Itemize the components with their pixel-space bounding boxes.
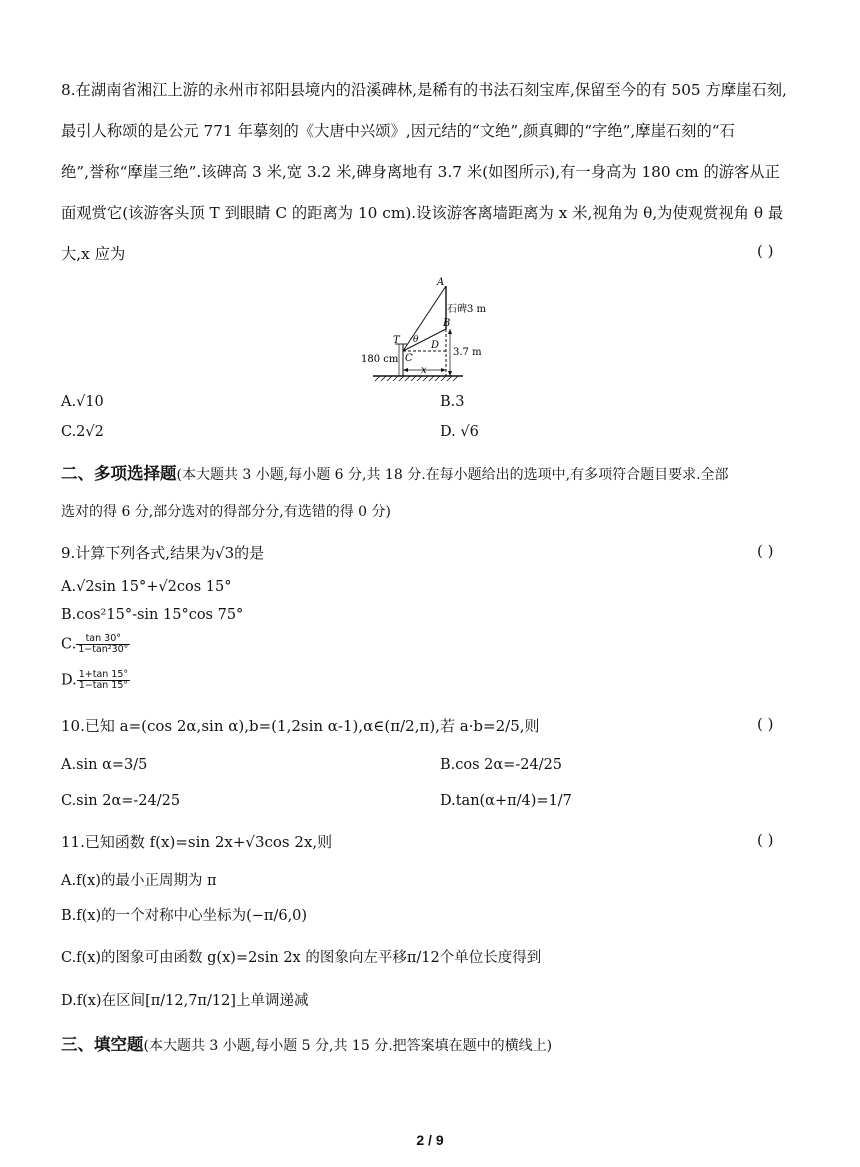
q11-option-a[interactable]: A.f(x)的最小正周期为 π: [61, 873, 217, 889]
sight-line-a: [403, 286, 446, 351]
label-t: T: [393, 335, 400, 346]
q9-option-d-fraction: [77, 670, 130, 691]
q8-option-a[interactable]: A.√10: [61, 394, 104, 410]
answer-paren[interactable]: ( ): [757, 715, 774, 733]
sight-line-b: [403, 329, 446, 351]
section-3-note: (本大题共 3 小题,每小题 5 分,共 15 分.把答案填在题中的横线上): [143, 1038, 553, 1054]
section-3-title: 三、填空题: [61, 1035, 144, 1054]
section-2-note-2: 选对的得 6 分,部分选对的得部分分,有选错的得 0 分): [61, 504, 391, 520]
fraction-denominator: 1−tan²30°: [78, 643, 129, 655]
fraction-numerator: tan 30°: [76, 634, 130, 645]
q10-option-d[interactable]: D.tan(α+π/4)=1/7: [440, 793, 572, 809]
section-3-heading: [61, 1031, 552, 1055]
arrow-right: [441, 368, 446, 372]
label-c: C: [405, 353, 413, 364]
arrow-up: [448, 329, 452, 334]
q9-option-a[interactable]: A.√2sin 15°+√2cos 15°: [61, 579, 232, 595]
q8-line-2: 最引人称颂的是公元 771 年摹刻的《大唐中兴颂》,因元结的“文绝”,颜真卿的“字绝”,摩崖石刻的“石: [61, 122, 735, 140]
q8-option-b[interactable]: B.3: [440, 394, 465, 410]
label-b: B: [443, 318, 451, 329]
label-height: 3.7 m: [453, 347, 482, 358]
answer-paren[interactable]: ( ): [757, 242, 774, 260]
label-stele: 石碑3 m: [447, 304, 487, 315]
label-theta: θ: [413, 335, 419, 345]
q11-option-d[interactable]: D.f(x)在区间[π/12,7π/12]上单调递减: [61, 993, 309, 1009]
fraction-numerator: 1+tan 15°: [78, 669, 129, 680]
q9-option-d[interactable]: [61, 670, 130, 691]
q8-line-3: 绝”,誉称“摩崖三绝”.该碑高 3 米,宽 3.2 米,碑身离地有 3.7 米(如图所示),有一身高为 180 cm 的游客从正: [61, 163, 780, 181]
section-2-title: 二、多项选择题: [61, 464, 177, 483]
q9-option-b[interactable]: B.cos²15°-sin 15°cos 75°: [61, 607, 244, 623]
q9-option-c-fraction: [76, 634, 130, 655]
stele-figure: [355, 272, 515, 384]
label-a: A: [437, 277, 445, 288]
q11-option-c[interactable]: C.f(x)的图象可由函数 g(x)=2sin 2x 的图象向左平移π/12个单位长度得到: [61, 950, 542, 966]
arrow-left: [403, 368, 408, 372]
label-d: D: [431, 340, 440, 351]
q10-option-a[interactable]: A.sin α=3/5: [61, 757, 148, 773]
answer-paren[interactable]: ( ): [757, 542, 774, 560]
q8-line-4: 面观赏它(该游客头顶 T 到眼睛 C 的距离为 10 cm).设该游客离墙距离为 x 米,视角为 θ,为使观赏视角 θ 最: [61, 204, 784, 222]
section-2-note: (本大题共 3 小题,每小题 6 分,共 18 分.在每小题给出的选项中,有多项符合题目要求.全部: [176, 467, 729, 483]
q9-option-c-label: C.: [61, 636, 77, 653]
q8-line-1: 8.在湖南省湘江上游的永州市祁阳县境内的沿溪碑林,是稀有的书法石刻宝库,保留至今的有 505 方摩崖石刻,: [61, 81, 787, 99]
q8-option-d[interactable]: D. √6: [440, 424, 479, 440]
q11-option-b[interactable]: B.f(x)的一个对称中心坐标为(−π/6,0): [61, 908, 308, 924]
q9-stem: 9.计算下列各式,结果为√3的是: [61, 544, 265, 562]
section-2-heading: [61, 460, 729, 484]
q8-line-5: 大,x 应为: [61, 245, 126, 263]
q10-option-b[interactable]: B.cos 2α=-24/25: [440, 757, 563, 773]
q10-stem: 10.已知 a=(cos 2α,sin α),b=(1,2sin α-1),α∈(π/2,π),若 a·b=2/5,则: [61, 717, 540, 735]
page-number: 2 / 9: [416, 1132, 444, 1148]
q9-option-d-label: D.: [61, 672, 77, 689]
answer-paren[interactable]: ( ): [757, 831, 774, 849]
q10-option-c[interactable]: C.sin 2α=-24/25: [61, 793, 181, 809]
q9-option-c[interactable]: [61, 634, 130, 655]
q8-option-c[interactable]: C.2√2: [61, 424, 104, 440]
fraction-denominator: 1−tan 15°: [78, 679, 129, 691]
q11-stem: 11.已知函数 f(x)=sin 2x+√3cos 2x,则: [61, 833, 333, 851]
label-x: x: [421, 365, 427, 376]
label-person-height: 180 cm: [361, 354, 399, 365]
